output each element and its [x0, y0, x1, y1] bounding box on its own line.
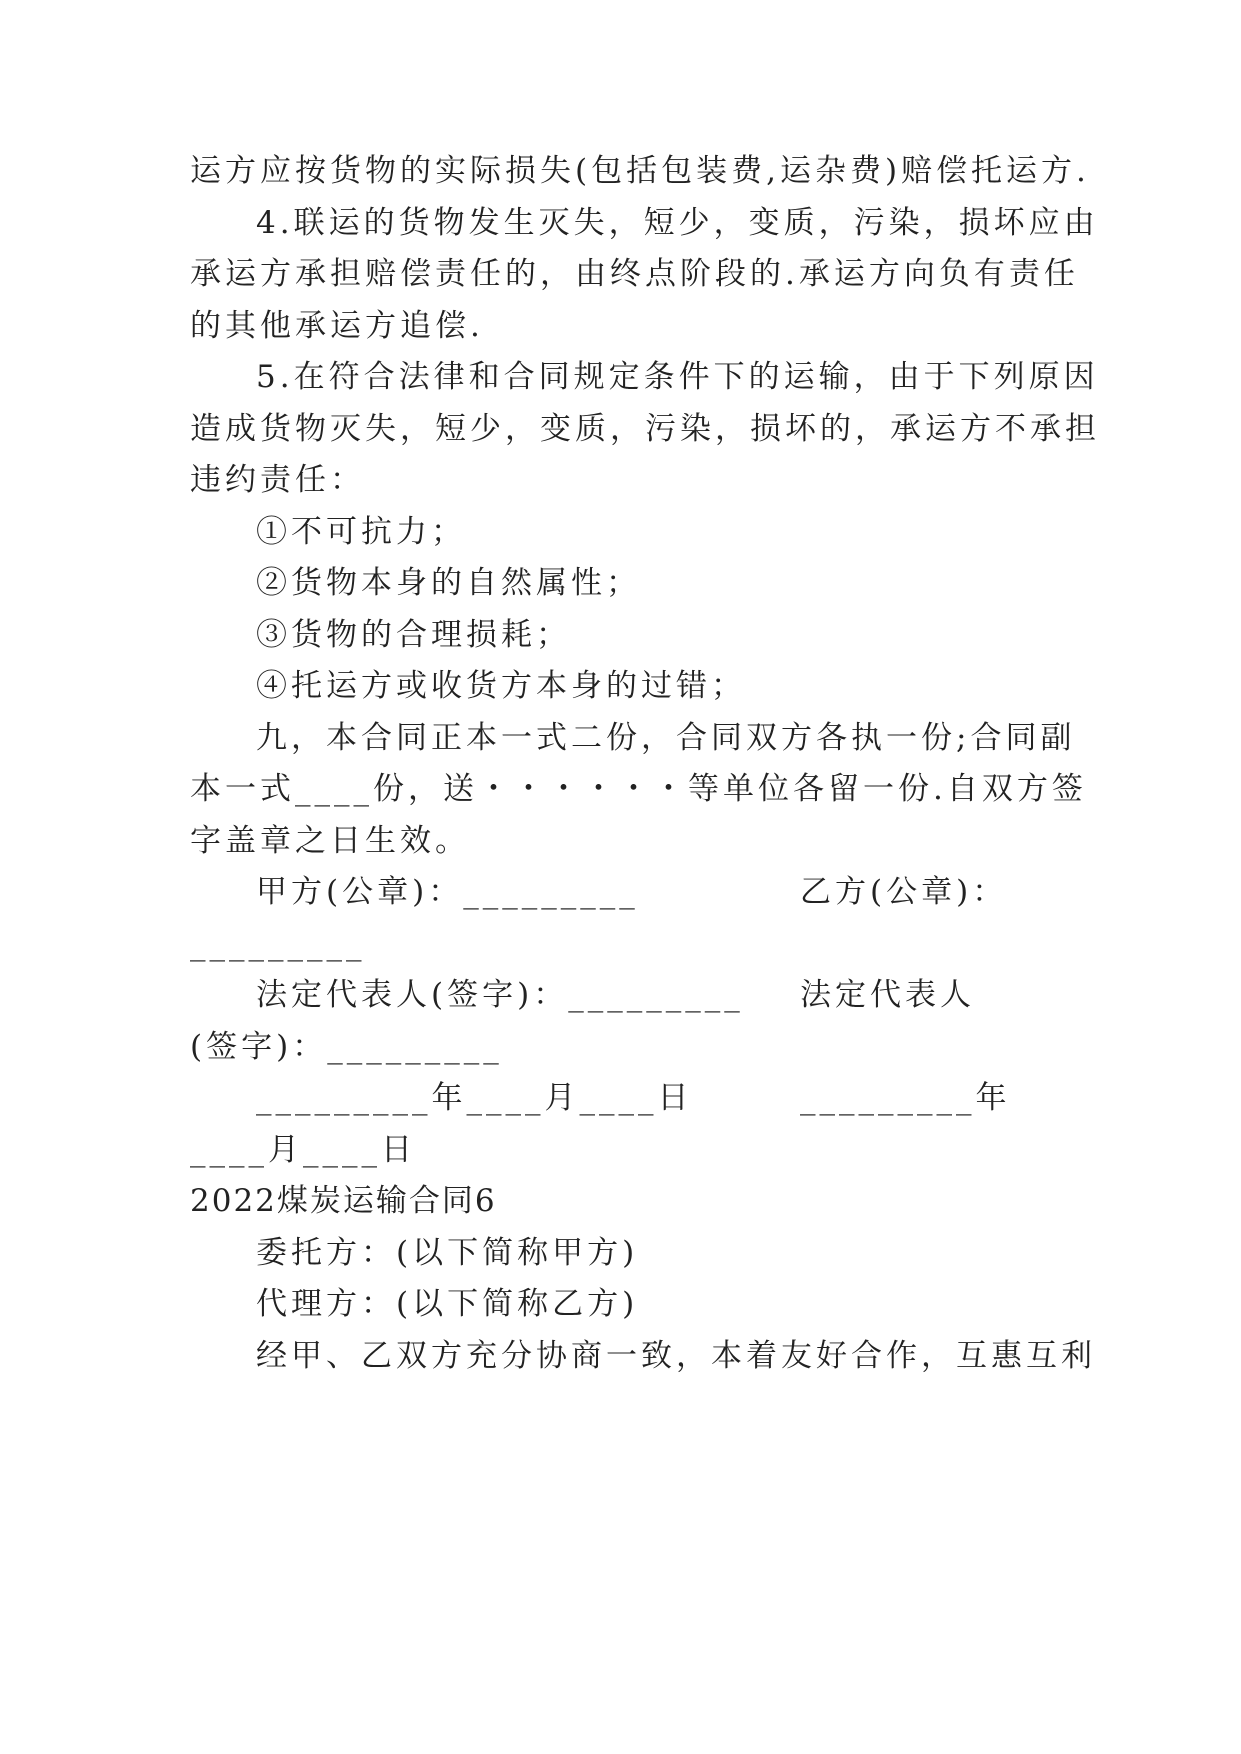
client-party-line: 委托方：(以下简称甲方) — [256, 1235, 639, 1271]
clause-4-line: 4.联运的货物发生灭失，短少，变质，污染，损坏应由 — [256, 205, 1099, 241]
paragraph-line: 违约责任： — [190, 462, 365, 498]
paragraph-line: 运方应按货物的实际损失(包括包装费,运杂费)赔偿托运方. — [190, 153, 1090, 189]
party-b-representative: 法定代表人 — [800, 977, 975, 1013]
clause-9-line: 九，本合同正本一式二份，合同双方各执一份;合同副 — [256, 720, 1076, 756]
paragraph-line: 本一式____份，送・・・・・・等单位各留一份.自双方签 — [190, 771, 1087, 807]
list-item-1: ①不可抗力； — [256, 514, 466, 550]
party-b-seal-blank: _________ — [190, 926, 366, 962]
paragraph-line: 的其他承运方追偿. — [190, 308, 484, 344]
party-b-signature-blank: (签字)：_________ — [190, 1029, 503, 1065]
party-a-representative: 法定代表人(签字)：_________ — [256, 977, 744, 1013]
party-a-date: _________年____月____日 — [256, 1080, 693, 1116]
section-title: 2022煤炭运输合同6 — [190, 1183, 497, 1219]
party-b-date-month-day: ____月____日 — [190, 1132, 416, 1168]
paragraph-line: 造成货物灭失，短少，变质，污染，损坏的，承运方不承担 — [190, 411, 1100, 447]
agent-party-line: 代理方：(以下简称乙方) — [256, 1286, 639, 1322]
list-item-4: ④托运方或收货方本身的过错； — [256, 668, 746, 704]
agreement-intro-line: 经甲、乙双方充分协商一致，本着友好合作，互惠互利 — [256, 1338, 1096, 1374]
party-a-seal: 甲方(公章)：_________ — [256, 874, 639, 910]
clause-5-line: 5.在符合法律和合同规定条件下的运输，由于下列原因 — [256, 359, 1099, 395]
paragraph-line: 字盖章之日生效。 — [190, 823, 470, 859]
party-b-seal: 乙方(公章)： — [800, 874, 1008, 910]
list-item-3: ③货物的合理损耗； — [256, 617, 571, 653]
party-b-date-year: _________年 — [800, 1080, 1011, 1116]
paragraph-line: 承运方承担赔偿责任的，由终点阶段的.承运方向负有责任 — [190, 256, 1079, 292]
list-item-2: ②货物本身的自然属性； — [256, 565, 641, 601]
